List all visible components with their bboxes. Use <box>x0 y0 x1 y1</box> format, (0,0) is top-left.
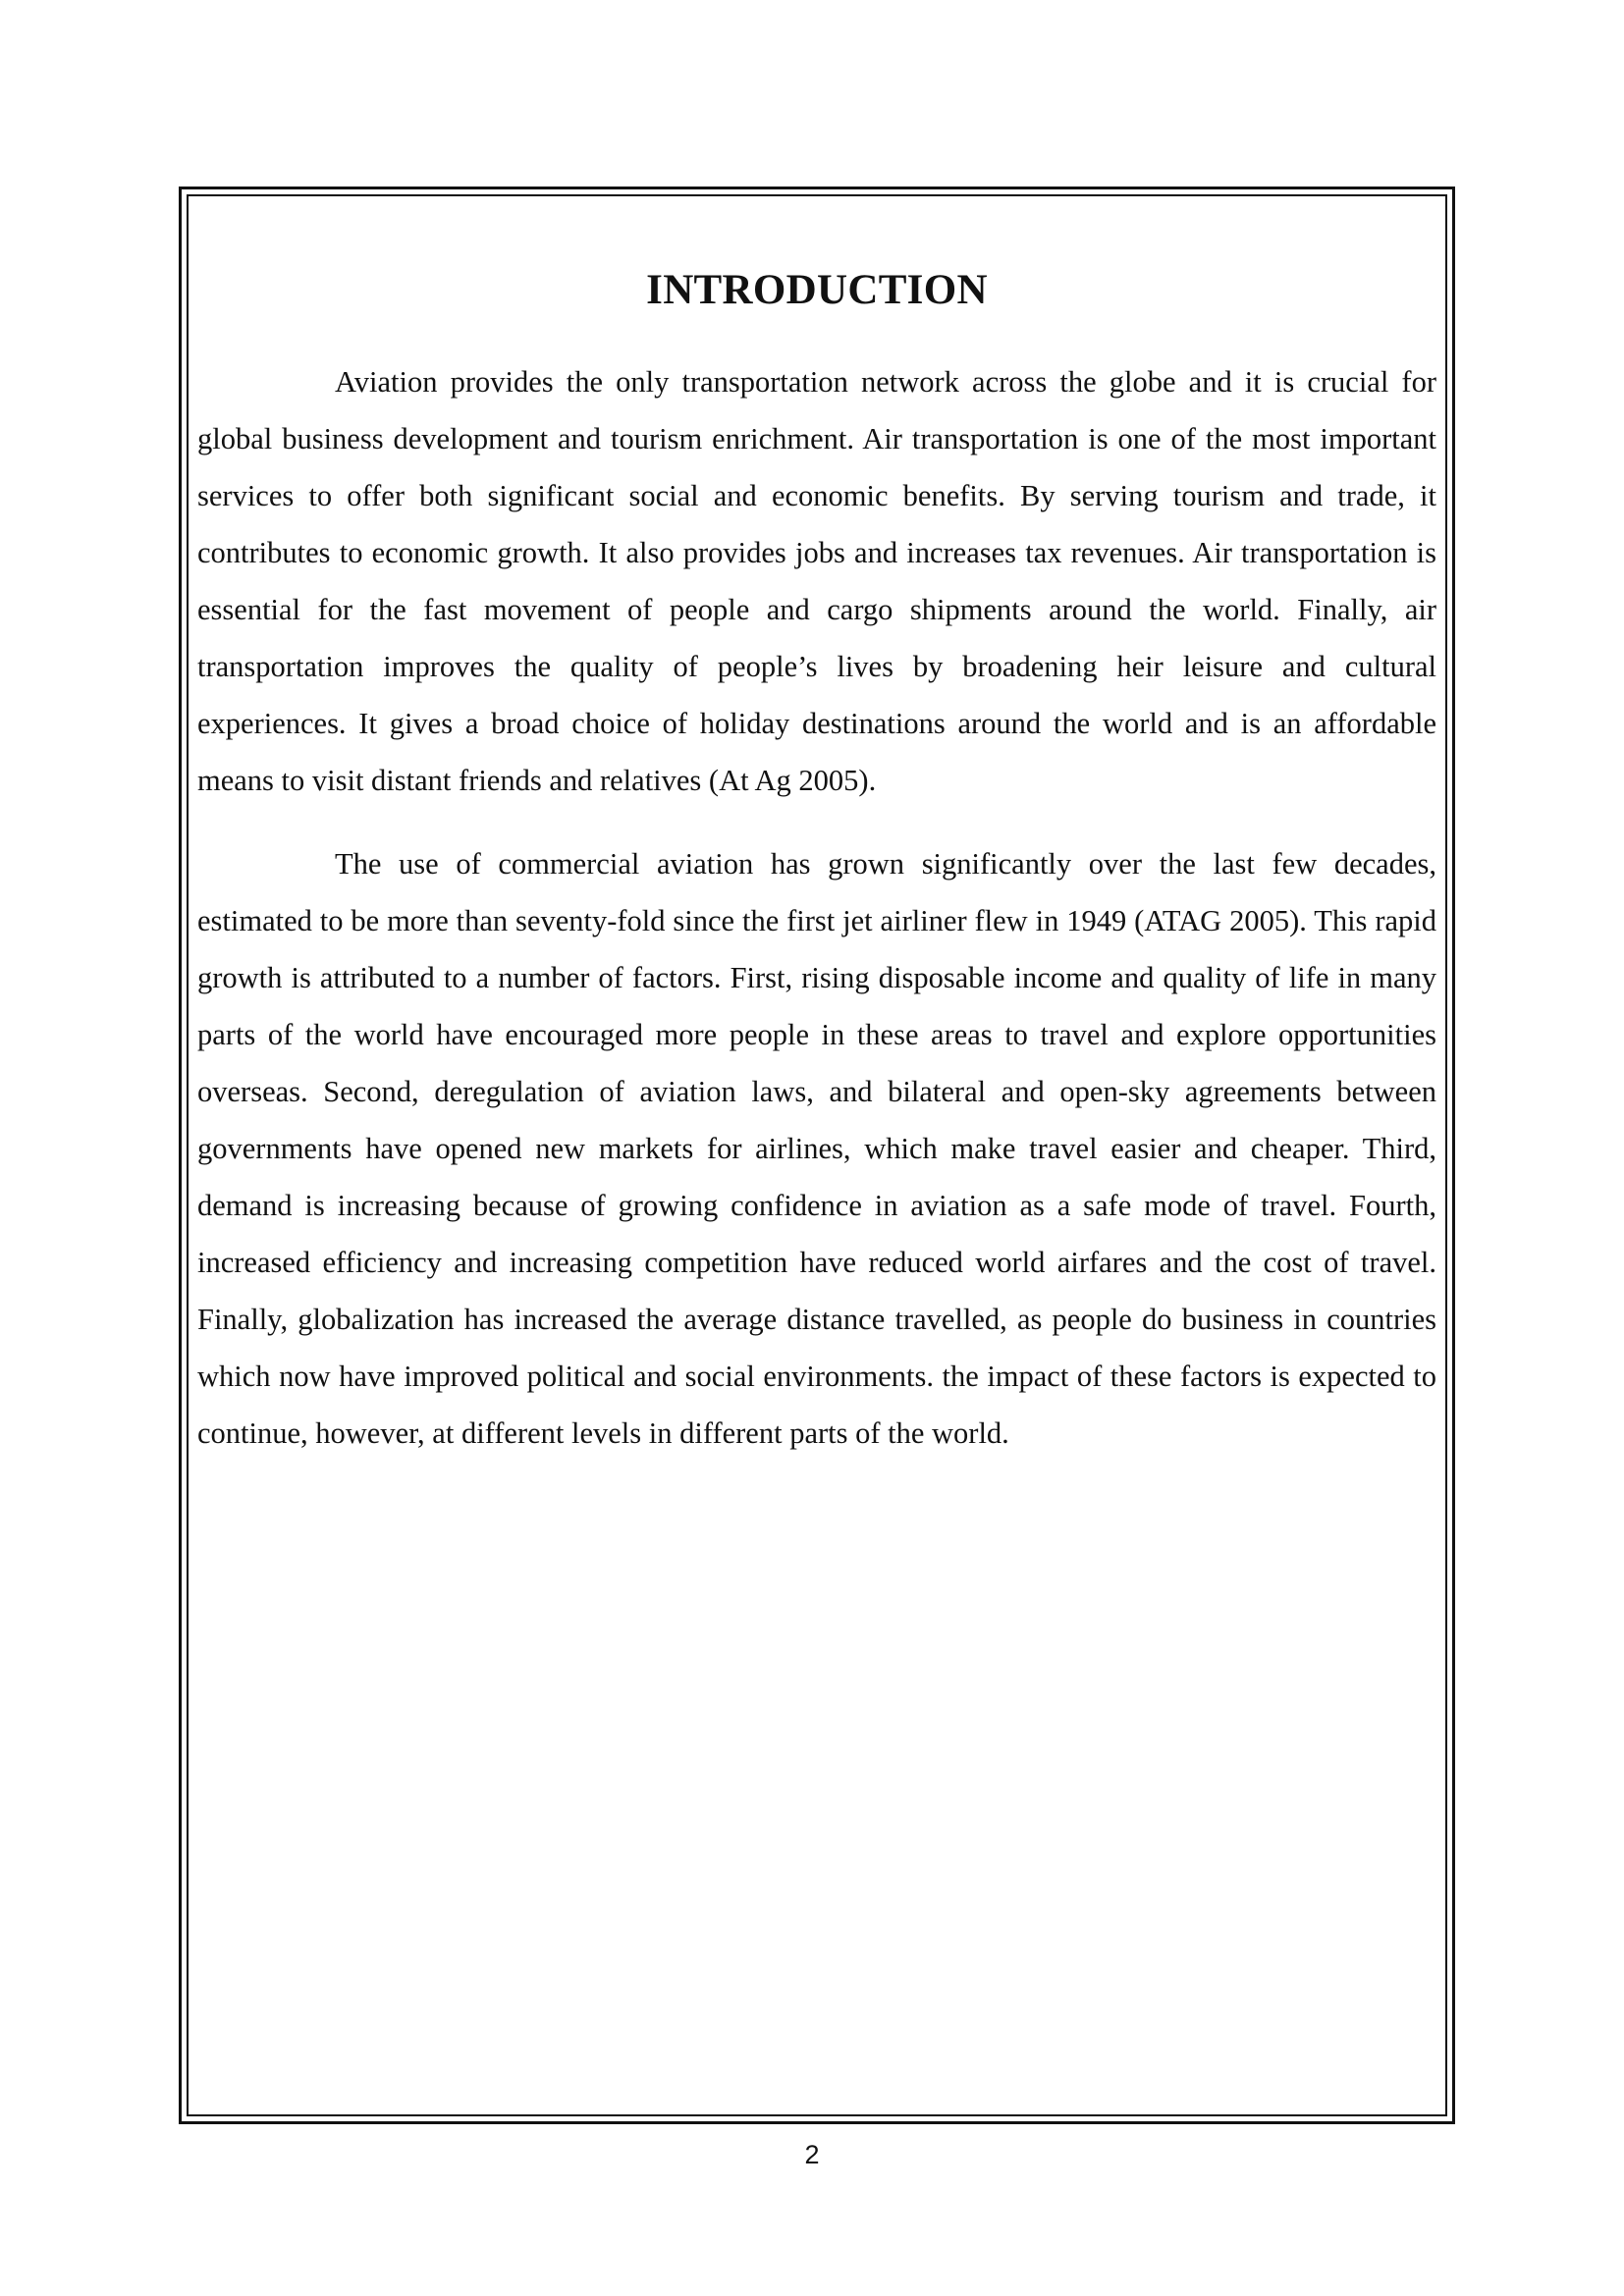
page-content <box>197 265 1436 1462</box>
section-title: INTRODUCTION <box>646 267 988 313</box>
page-number: 2 <box>804 2140 820 2169</box>
paragraph-1: Aviation provides the only transportation network across the globe and it is crucial for global business development and tourism enrichment. Air transportation is one of the most important services to offer both significant social and economic benefits. By serving tourism and trade, it contributes to economic growth. It also provides jobs and increases tax revenues. Air transportation is essential for the fast movement of people and cargo shipments around the world. Finally, air transportation improves the quality of people’s lives by broadening heir leisure and cultural experiences. It gives a broad choice of holiday destinations around the world and is an affordable means to visit distant friends and relatives (At Ag 2005). <box>197 364 1436 797</box>
paragraph-2: The use of commercial aviation has grown significantly over the last few decades, estimated to be more than seventy-fold since the first jet airliner flew in 1949 (ATAG 2005). This rapid growth is attributed to a number of factors. First, rising disposable income and quality of life in many parts of the world have encouraged more people in these areas to travel and explore opportunities overseas. Second, deregulation of aviation laws, and bilateral and open-sky agreements between governments have opened new markets for airlines, which make travel easier and cheaper. Third, demand is increasing because of growing confidence in aviation as a safe mode of travel. Fourth, increased efficiency and increasing competition have reduced world airfares and the cost of travel. Finally, globalization has increased the average distance travelled, as people do business in countries which now have improved political and social environments. the impact of these factors is expected to continue, however, at different levels in different parts of the world. <box>197 846 1436 1450</box>
